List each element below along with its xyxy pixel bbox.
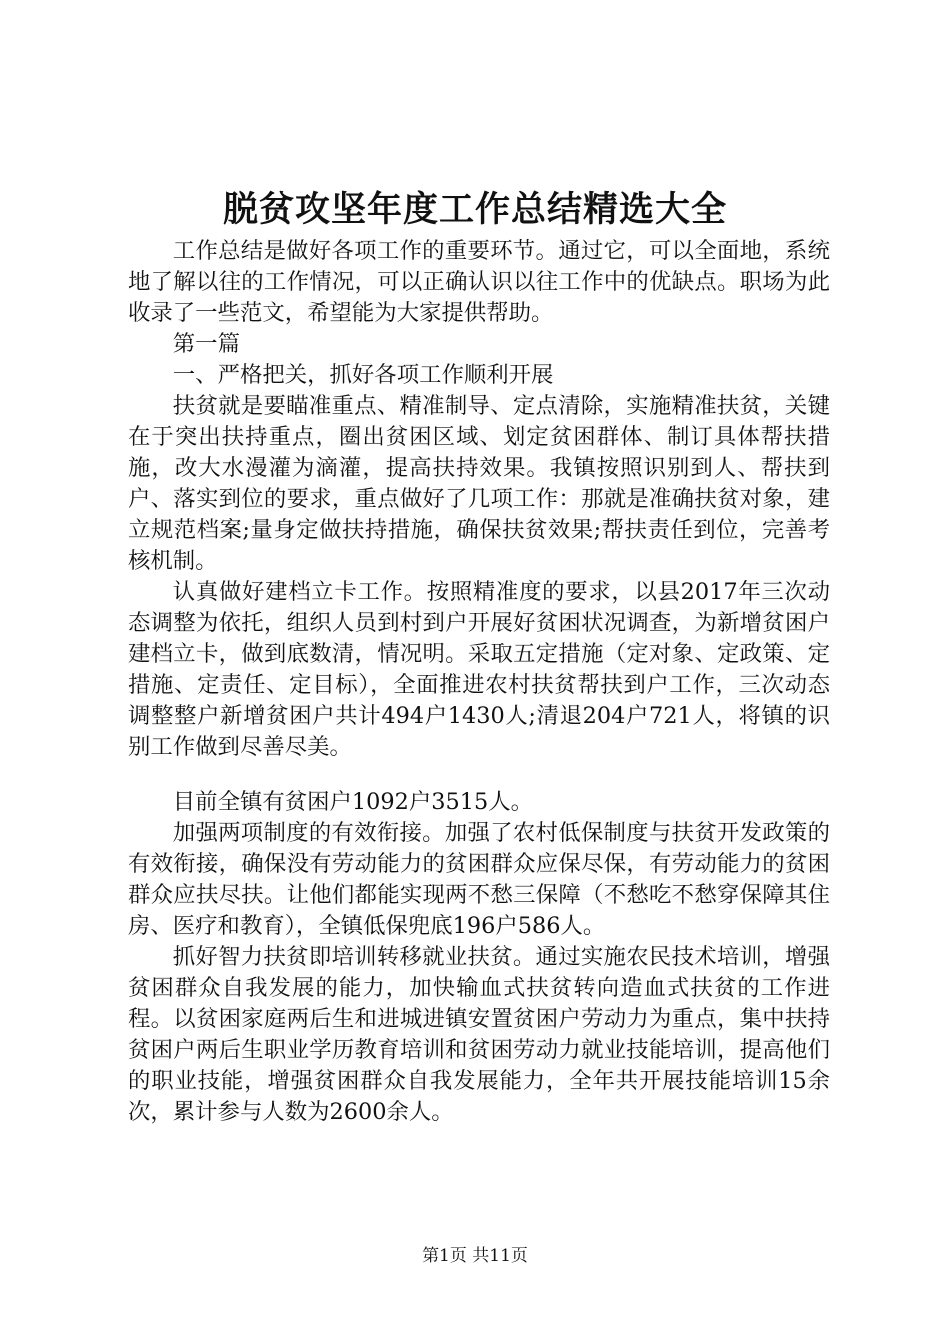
- subsection-heading: 一、严格把关，抓好各项工作顺利开展: [172, 362, 554, 388]
- body-paragraph: 加强两项制度的有效衔接。加强了农村低保制度与扶贫开发政策的有效衔接，确保没有劳动能力的贫困群众应保尽保，有劳动能力的贫困群众应扶尽扶。让他们都能实现两不愁三保障（不愁吃不愁穿保障其住房、医疗和教育），全镇低保兜底196户586人。: [128, 820, 830, 939]
- body-paragraph: 抓好智力扶贫即培训转移就业扶贫。通过实施农民技术培训，增强贫困群众自我发展的能力，加快输血式扶贫转向造血式扶贫的工作进程。以贫困家庭两后生和进城进镇安置贫困户劳动力为重点，集中扶持贫困户两后生职业学历教育培训和贫困劳动力就业技能培训，提高他们的职业技能，增强贫困群众自我发展能力，全年共开展技能培训15余次，累计参与人数为2600余人。: [128, 944, 830, 1125]
- document-body: [128, 236, 830, 1128]
- body-paragraph: 认真做好建档立卡工作。按照精准度的要求，以县2017年三次动态调整为依托，组织人员到村到户开展好贫困状况调查，为新增贫困户建档立卡，做到底数清，情况明。采取五定措施（定对象、定政策、定措施、定责任、定目标），全面推进农村扶贫帮扶到户工作，三次动态调整整户新增贫困户共计494户1430人;清退204户721人，将镇的识别工作做到尽善尽美。: [128, 579, 830, 760]
- page-footer: 第1页 共11页: [422, 1246, 528, 1266]
- body-paragraph: 目前全镇有贫困户1092户3515人。: [172, 789, 534, 815]
- intro-paragraph: 工作总结是做好各项工作的重要环节。通过它，可以全面地，系统地了解以往的工作情况，可以正确认识以往工作中的优缺点。职场为此收录了一些范文，希望能为大家提供帮助。: [128, 238, 830, 326]
- body-paragraph: 扶贫就是要瞄准重点、精准制导、定点清除，实施精准扶贫，关键在于突出扶持重点，圈出贫困区域、划定贫困群体、制订具体帮扶措施，改大水漫灌为滴灌，提高扶持效果。我镇按照识别到人、帮扶到户、落实到位的要求，重点做好了几项工作：那就是准确扶贫对象，建立规范档案;量身定做扶持措施，确保扶贫效果;帮扶责任到位，完善考核机制。: [128, 393, 830, 574]
- document-title: 脱贫攻坚年度工作总结精选大全: [222, 189, 727, 230]
- section-heading: 第一篇: [172, 331, 240, 357]
